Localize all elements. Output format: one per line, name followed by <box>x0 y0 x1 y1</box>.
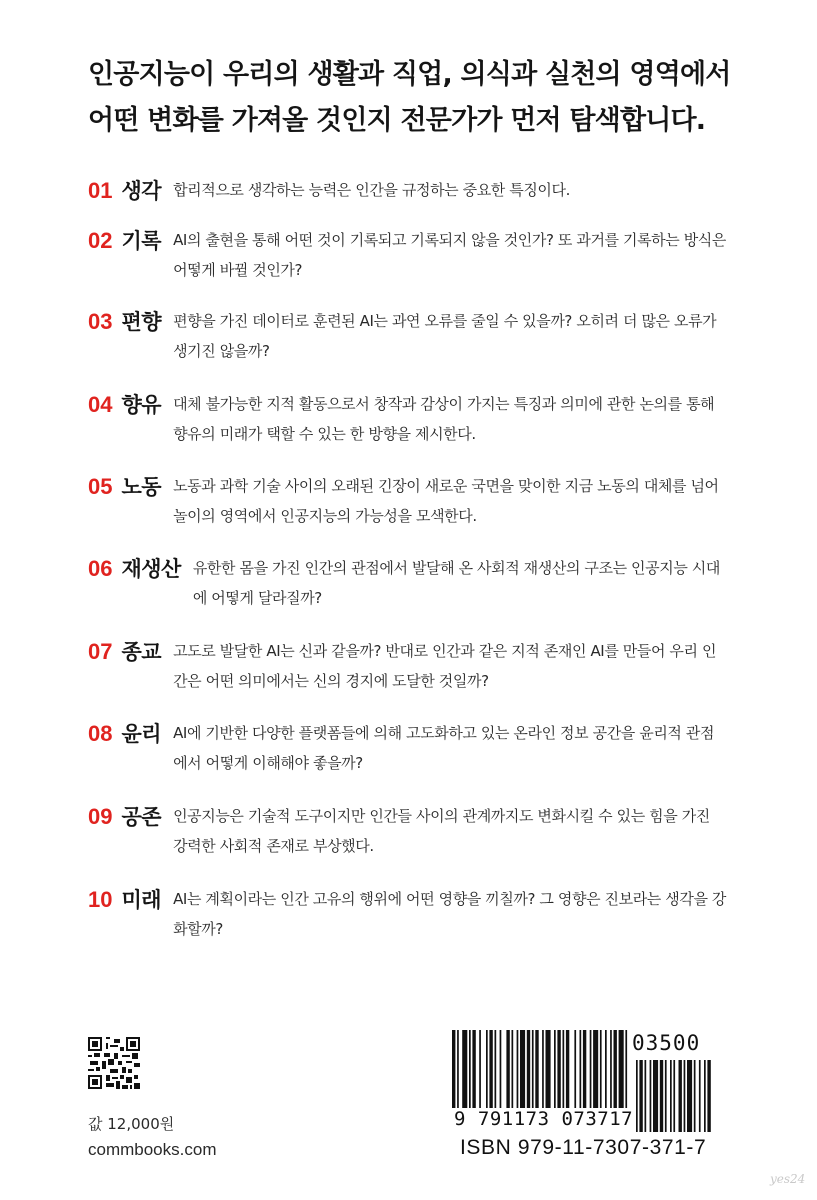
barcode-bar <box>610 1030 612 1110</box>
entry-number: 04 <box>88 392 113 417</box>
barcode-addon-bar <box>707 1060 710 1132</box>
barcode-bar <box>574 1030 576 1110</box>
barcode-addon-bar <box>639 1060 642 1132</box>
entry-04 <box>88 385 728 449</box>
entry-description: AI에 기반한 다양한 플랫폼들에 의해 고도화하고 있는 온라인 정보 공간을 윤리적 관점에서 어떻게 이해해야 좋을까? <box>173 724 715 772</box>
barcode-bar <box>500 1030 502 1110</box>
headline-line-1: 인공지능이 우리의 생활과 직업, 의식과 실천의 영역에서 <box>88 59 731 90</box>
barcode-addon-bar <box>660 1060 663 1132</box>
barcode-bar <box>535 1030 538 1110</box>
entry-number: 10 <box>88 887 113 912</box>
entry-08 <box>88 714 728 778</box>
entry-number: 06 <box>88 556 113 581</box>
entry-description: 유한한 몸을 가진 인간의 관점에서 발달해 온 사회적 재생산의 구조는 인공지능 시대에 어떻게 달라질까? <box>192 559 720 607</box>
entry-number: 07 <box>88 639 113 664</box>
barcode-bar <box>625 1030 627 1110</box>
barcode-addon-bar <box>699 1060 701 1132</box>
barcode-bar <box>542 1030 544 1110</box>
barcode-bar <box>457 1030 459 1110</box>
isbn: ISBN 979-11-7307-371-7 <box>460 1136 707 1159</box>
entry-description: AI는 계획이라는 인간 고유의 행위에 어떤 영향을 끼칠까? 그 영향은 진보라는 생각을 강화할까? <box>173 890 726 938</box>
entry-keyword: 미래 <box>121 888 162 912</box>
barcode-addon-bar <box>687 1060 692 1132</box>
qr-code-icon[interactable] <box>88 1037 140 1093</box>
entry-number: 08 <box>88 721 113 746</box>
barcode-bar <box>495 1030 497 1110</box>
entry-keyword: 기록 <box>121 229 162 253</box>
barcode-bar <box>489 1030 492 1110</box>
barcode-bar <box>593 1030 598 1110</box>
entry-number: 09 <box>88 804 113 829</box>
barcode-bar <box>557 1030 560 1110</box>
entry-number: 05 <box>88 474 113 499</box>
barcode-bar <box>472 1030 475 1110</box>
entry-05 <box>88 467 728 531</box>
entry-06 <box>88 549 728 613</box>
entry-keyword: 향유 <box>121 393 162 417</box>
barcode-addon-bar <box>679 1060 682 1132</box>
barcode-addon-bar <box>645 1060 647 1132</box>
barcode-bar <box>469 1030 471 1110</box>
barcode-addon-number: 03500 <box>632 1031 701 1055</box>
watermark: yes24 <box>770 1172 806 1186</box>
barcode-bar <box>546 1030 551 1110</box>
barcode-digits: 9 791173 073717 <box>454 1108 634 1130</box>
barcode-addon-bar <box>670 1060 672 1132</box>
entry-description: 합리적으로 생각하는 능력은 인간을 규정하는 중요한 특징이다. <box>173 181 570 199</box>
barcode-bar <box>486 1030 488 1110</box>
entry-keyword: 윤리 <box>121 722 162 746</box>
entry-description: AI의 출현을 통해 어떤 것이 기록되고 기록되지 않을 것인가? 또 과거를 기록하는 방식은 어떻게 바뀔 것인가? <box>173 231 726 279</box>
barcode-bar <box>590 1030 592 1110</box>
barcode-bar <box>462 1030 467 1110</box>
barcode-bar <box>580 1030 582 1110</box>
entry-10 <box>88 880 728 944</box>
barcode-addon-bar <box>665 1060 667 1132</box>
entry-keyword: 노동 <box>121 475 162 499</box>
barcode-bar <box>554 1030 556 1110</box>
barcode-addon-bar <box>694 1060 696 1132</box>
headline <box>88 52 768 144</box>
barcode-addon-bar <box>684 1060 686 1132</box>
barcode-bar <box>512 1030 514 1110</box>
entry-01 <box>88 171 728 211</box>
price: 값 12,000원 <box>88 1115 175 1133</box>
entry-description: 대체 불가능한 지적 활동으로서 창작과 감상이 가지는 특징과 의미에 관한 논의를 통해 향유의 미래가 택할 수 있는 한 방향을 제시한다. <box>173 395 715 443</box>
barcode-bar <box>479 1030 481 1110</box>
entry-number: 03 <box>88 309 113 334</box>
barcode-bar <box>532 1030 534 1110</box>
barcode-bar <box>506 1030 509 1110</box>
entry-keyword: 종교 <box>121 640 162 664</box>
barcode-addon-bar <box>673 1060 675 1132</box>
barcode-bar <box>614 1030 617 1110</box>
entry-07 <box>88 632 728 696</box>
entry-03 <box>88 302 728 366</box>
barcode-bar <box>619 1030 624 1110</box>
barcode-bar <box>566 1030 569 1110</box>
barcode-bar <box>605 1030 607 1110</box>
headline-line-2: 어떤 변화를 가져올 것인지 전문가가 먼저 탐색합니다. <box>88 105 706 136</box>
barcode-bar <box>563 1030 565 1110</box>
barcode-addon-bar <box>650 1060 652 1132</box>
barcode-bar <box>517 1030 519 1110</box>
entry-keyword: 공존 <box>121 805 162 829</box>
barcode-bar <box>583 1030 586 1110</box>
entry-description: 편향을 가진 데이터로 훈련된 AI는 과연 오류를 줄일 수 있을까? 오히려 더 많은 오류가 생기진 않을까? <box>173 312 717 360</box>
barcode-addon-bar <box>636 1060 638 1132</box>
entry-keyword: 편향 <box>121 310 162 334</box>
entry-description: 인공지능은 기술적 도구이지만 인간들 사이의 관계까지도 변화시킬 수 있는 힘을 가진 강력한 사회적 존재로 부상했다. <box>173 807 710 855</box>
entry-keyword: 재생산 <box>121 557 181 581</box>
barcode-bar <box>520 1030 525 1110</box>
entry-keyword: 생각 <box>121 179 162 203</box>
entry-description: 고도로 발달한 AI는 신과 같을까? 반대로 인간과 같은 지적 존재인 AI를 만들어 우리 인간은 어떤 의미에서는 신의 경지에 도달한 것일까? <box>173 642 717 690</box>
entry-09 <box>88 797 728 861</box>
publisher-website[interactable]: commbooks.com <box>88 1140 217 1159</box>
entry-number: 01 <box>88 178 113 203</box>
entry-description: 노동과 과학 기술 사이의 오래된 긴장이 새로운 국면을 맞이한 지금 노동의 대체를 넘어 놀이의 영역에서 인공지능의 가능성을 모색한다. <box>173 477 719 525</box>
barcode-addon-bar <box>704 1060 706 1132</box>
entry-number: 02 <box>88 228 113 253</box>
barcode-addon-bar <box>653 1060 658 1132</box>
entry-02 <box>88 221 728 285</box>
barcode-bar <box>600 1030 602 1110</box>
barcode-bar <box>452 1030 455 1110</box>
barcode-bar <box>527 1030 530 1110</box>
